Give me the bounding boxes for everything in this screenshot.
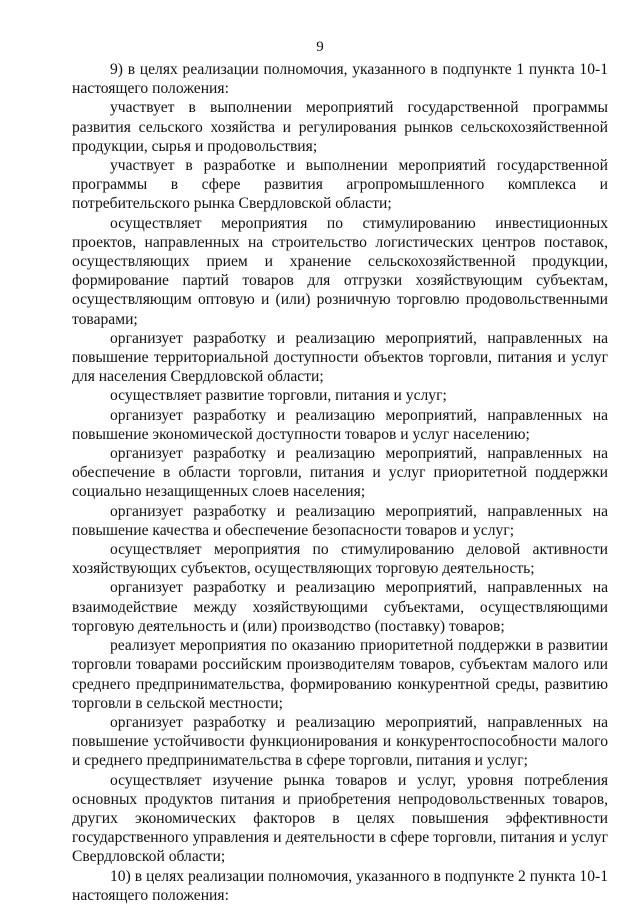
- paragraph-item-10-heading: 10) в целях реализации полномочия, указанного в подпункте 2 пункта 10-1 настоящего положения:: [72, 867, 608, 904]
- paragraph-trade-development: осуществляет развитие торговли, питания и услуг;: [110, 387, 447, 405]
- page-number: 9: [316, 39, 324, 55]
- paragraph-economic-access: организует разработку и реализацию мероприятий, направленных на повышение экономической доступности товаров и услуг населению;: [72, 406, 608, 443]
- paragraph-sme-stability: организует разработку и реализацию мероприятий, направленных на повышение устойчивости функционирования и конкурентоспособности малого и среднего предпринимательства в сфере торговли, питания и услуг;: [72, 713, 608, 770]
- paragraph-market-study: осуществляет изучение рынка товаров и услуг, уровня потребления основных продуктов питания и приобретения непродовольственных товаров, других экономических факторов в целях повышения эффективности государственного управления и деятельности в сфере торговли, питания и услуг Свердловской области;: [72, 771, 608, 866]
- paragraph-social-support: организует разработку и реализацию мероприятий, направленных на обеспечение в области торговли, питания и услуг приоритетной поддержки социально незащищенных слоев населения;: [72, 445, 608, 501]
- document-body: [72, 60, 608, 905]
- paragraph-entity-interaction: организует разработку и реализацию мероприятий, направленных на взаимодействие между хозяйствующими субъектами, осуществляющими торговую деятельность и (или) производство (поставку) товаров;: [72, 579, 608, 635]
- paragraph-territorial-access: организует разработку и реализацию мероприятий, направленных на повышение территориальной доступности объектов торговли, питания и услуг для населения Свердловской области;: [72, 329, 608, 386]
- paragraph-quality-safety: организует разработку и реализацию мероприятий, направленных на повышение качества и обеспечение безопасности товаров и услуг;: [72, 502, 608, 539]
- paragraph-agri-program: участвует в выполнении мероприятий государственной программы развития сельского хозяйства и регулирования рынков сельскохозяйственной продукции, сырья и продовольствия;: [72, 99, 608, 155]
- paragraph-business-activity: осуществляет мероприятия по стимулированию деловой активности хозяйствующих субъектов, осуществляющих торговую деятельность;: [72, 541, 608, 578]
- paragraph-item-9-heading: 9) в целях реализации полномочия, указанного в подпункте 1 пункта 10-1 настоящего положения:: [72, 61, 608, 98]
- paragraph-agro-complex-program: участвует в разработке и выполнении мероприятий государственной программы в сфере развития агропромышленного комплекса и потребительского рынка Свердловской области;: [72, 157, 608, 213]
- paragraph-priority-support: реализует мероприятия по оказанию приоритетной поддержки в развитии торговли товарами российским производителям товаров, субъектам малого или среднего предпринимательства, формированию конкурентной среды, развитию торговли в сельской местности;: [72, 637, 608, 712]
- paragraph-logistics-investment: осуществляет мероприятия по стимулированию инвестиционных проектов, направленных на строительство логистических центров поставок, осуществляющих прием и хранение сельскохозяйственной продукции, формирование партий товаров для отгрузки хозяйствующим субъектам, осуществляющим оптовую и (или) розничную торговлю продовольственными товарами;: [72, 214, 608, 328]
